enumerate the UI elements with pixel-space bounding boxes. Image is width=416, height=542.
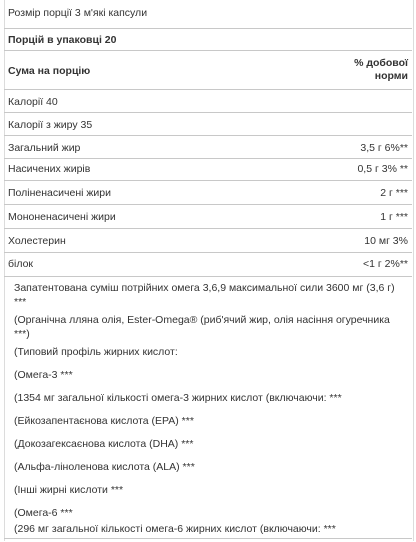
fatty-acid-note: (Типовий профіль жирних кислот: <box>14 346 178 358</box>
nutrient-label: Калорії 40 <box>8 96 58 108</box>
servings-per-container: Порцій в упаковці 20 <box>8 34 117 46</box>
nutrient-row <box>4 89 412 112</box>
fatty-acid-note: (Альфа-ліноленова кислота (ALA) *** <box>14 461 195 473</box>
fatty-acid-note: (Омега-3 *** <box>14 369 73 381</box>
nutrient-label: Насичених жирів <box>8 163 91 175</box>
nutrient-row <box>4 252 412 276</box>
nutrient-value: <1 г 2%** <box>363 258 408 270</box>
amount-per-serving-label: Сума на порцію <box>8 65 91 77</box>
serving-size: Розмір порції 3 м'які капсули <box>8 7 148 19</box>
fatty-acid-note: (Докозагексаєнова кислота (DHA) *** <box>14 438 194 450</box>
nutrient-label: білок <box>8 258 34 270</box>
blend-note: Запатентована суміш потрійних омега 3,6,9 максимальної сили 3600 мг (3,6 г) *** <box>14 282 395 308</box>
nutrient-label: Мононенасичені жири <box>8 211 116 223</box>
servings-per-container-row <box>4 28 412 50</box>
nutrient-label: Холестерин <box>8 235 66 247</box>
daily-value-header <box>354 57 408 83</box>
nutrient-value: 0,5 г 3% ** <box>357 163 408 175</box>
nutrient-value: 2 г *** <box>380 187 408 199</box>
nutrient-row <box>4 204 412 228</box>
nutrient-row <box>4 112 412 135</box>
ingredient-note: (Органічна лляна олія, Ester-Omega® (риб'ячий жир, олія насіння огуречника ***) <box>14 314 390 340</box>
fatty-acid-note: (Омега-6 *** <box>14 507 73 519</box>
bottom-border <box>4 538 412 539</box>
nutrient-label: Загальний жир <box>8 142 81 154</box>
nutrient-label: Калорії з жиру 35 <box>8 119 93 131</box>
nutrient-value: 1 г *** <box>380 211 408 223</box>
nutrient-value: 3,5 г 6%** <box>360 142 408 154</box>
fatty-acid-note: (Ейкозапентаєнова кислота (EPA) *** <box>14 415 194 427</box>
section-divider <box>4 276 412 277</box>
nutrient-row <box>4 228 412 252</box>
nutrient-row <box>4 158 412 181</box>
fatty-acid-note: (Інші жирні кислоти *** <box>14 484 124 496</box>
nutrient-row <box>4 135 412 158</box>
nutrient-row <box>4 180 412 204</box>
nutrient-value: 10 мг 3% <box>364 235 408 247</box>
daily-value-line2: норми <box>374 70 408 82</box>
fatty-acid-note: (1354 мг загальної кількості омега-3 жирних кислот (включаючи: *** <box>14 392 342 404</box>
amount-per-serving-row <box>4 50 412 88</box>
daily-value-line1: % добової <box>354 57 408 69</box>
nutrient-label: Поліненасичені жири <box>8 187 111 199</box>
fatty-acid-note: (296 мг загальної кількості омега-6 жирних кислот (включаючи: *** <box>14 523 336 535</box>
